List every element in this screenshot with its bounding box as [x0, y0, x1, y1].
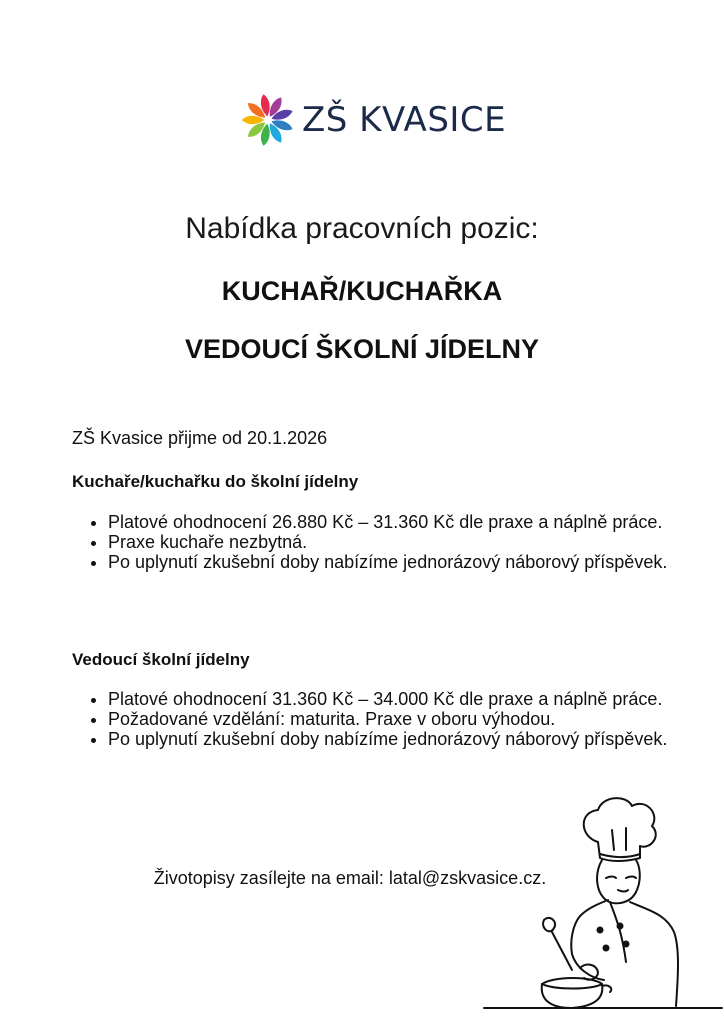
- position-manager-heading: VEDOUCÍ ŠKOLNÍ JÍDELNY: [184, 334, 540, 364]
- chef-cooking-illustration: [480, 792, 724, 1024]
- section-title-cook: Kuchaře/kuchařku do školní jídelny: [72, 472, 359, 491]
- flower-logo-icon: [240, 92, 296, 148]
- position-cook-heading: KUCHAŘ/KUCHAŘKA: [221, 276, 503, 306]
- list-item: • Praxe kuchaře nezbytná.: [108, 532, 668, 552]
- list-item: • Platové ohodnocení 31.360 Kč – 34.000 Kč dle praxe a náplně práce.: [108, 689, 668, 709]
- list-item: • Požadované vzdělání: maturita. Praxe v oboru výhodou.: [108, 709, 668, 729]
- list-item: • Platové ohodnocení 26.880 Kč – 31.360 Kč dle praxe a náplně práce.: [108, 512, 668, 532]
- cook-requirements-list: [90, 512, 668, 572]
- school-logo: [240, 92, 506, 148]
- logo-petal: [242, 116, 264, 124]
- manager-requirements-list: [90, 689, 668, 749]
- logo-text: ZŠ KVASICE: [302, 100, 507, 140]
- list-item: • Po uplynutí zkušební doby nabízíme jednorázový náborový příspěvek.: [108, 552, 668, 572]
- hiring-date-line: ZŠ Kvasice přijme od 20.1.2026: [72, 428, 328, 448]
- list-item: • Po uplynutí zkušební doby nabízíme jednorázový náborový příspěvek.: [108, 729, 668, 749]
- contact-line: Životopisy zasílejte na email: latal@zskvasice.cz.: [153, 868, 547, 888]
- offer-heading: Nabídka pracovních pozic:: [185, 212, 539, 245]
- section-title-manager: Vedoucí školní jídelny: [72, 650, 250, 669]
